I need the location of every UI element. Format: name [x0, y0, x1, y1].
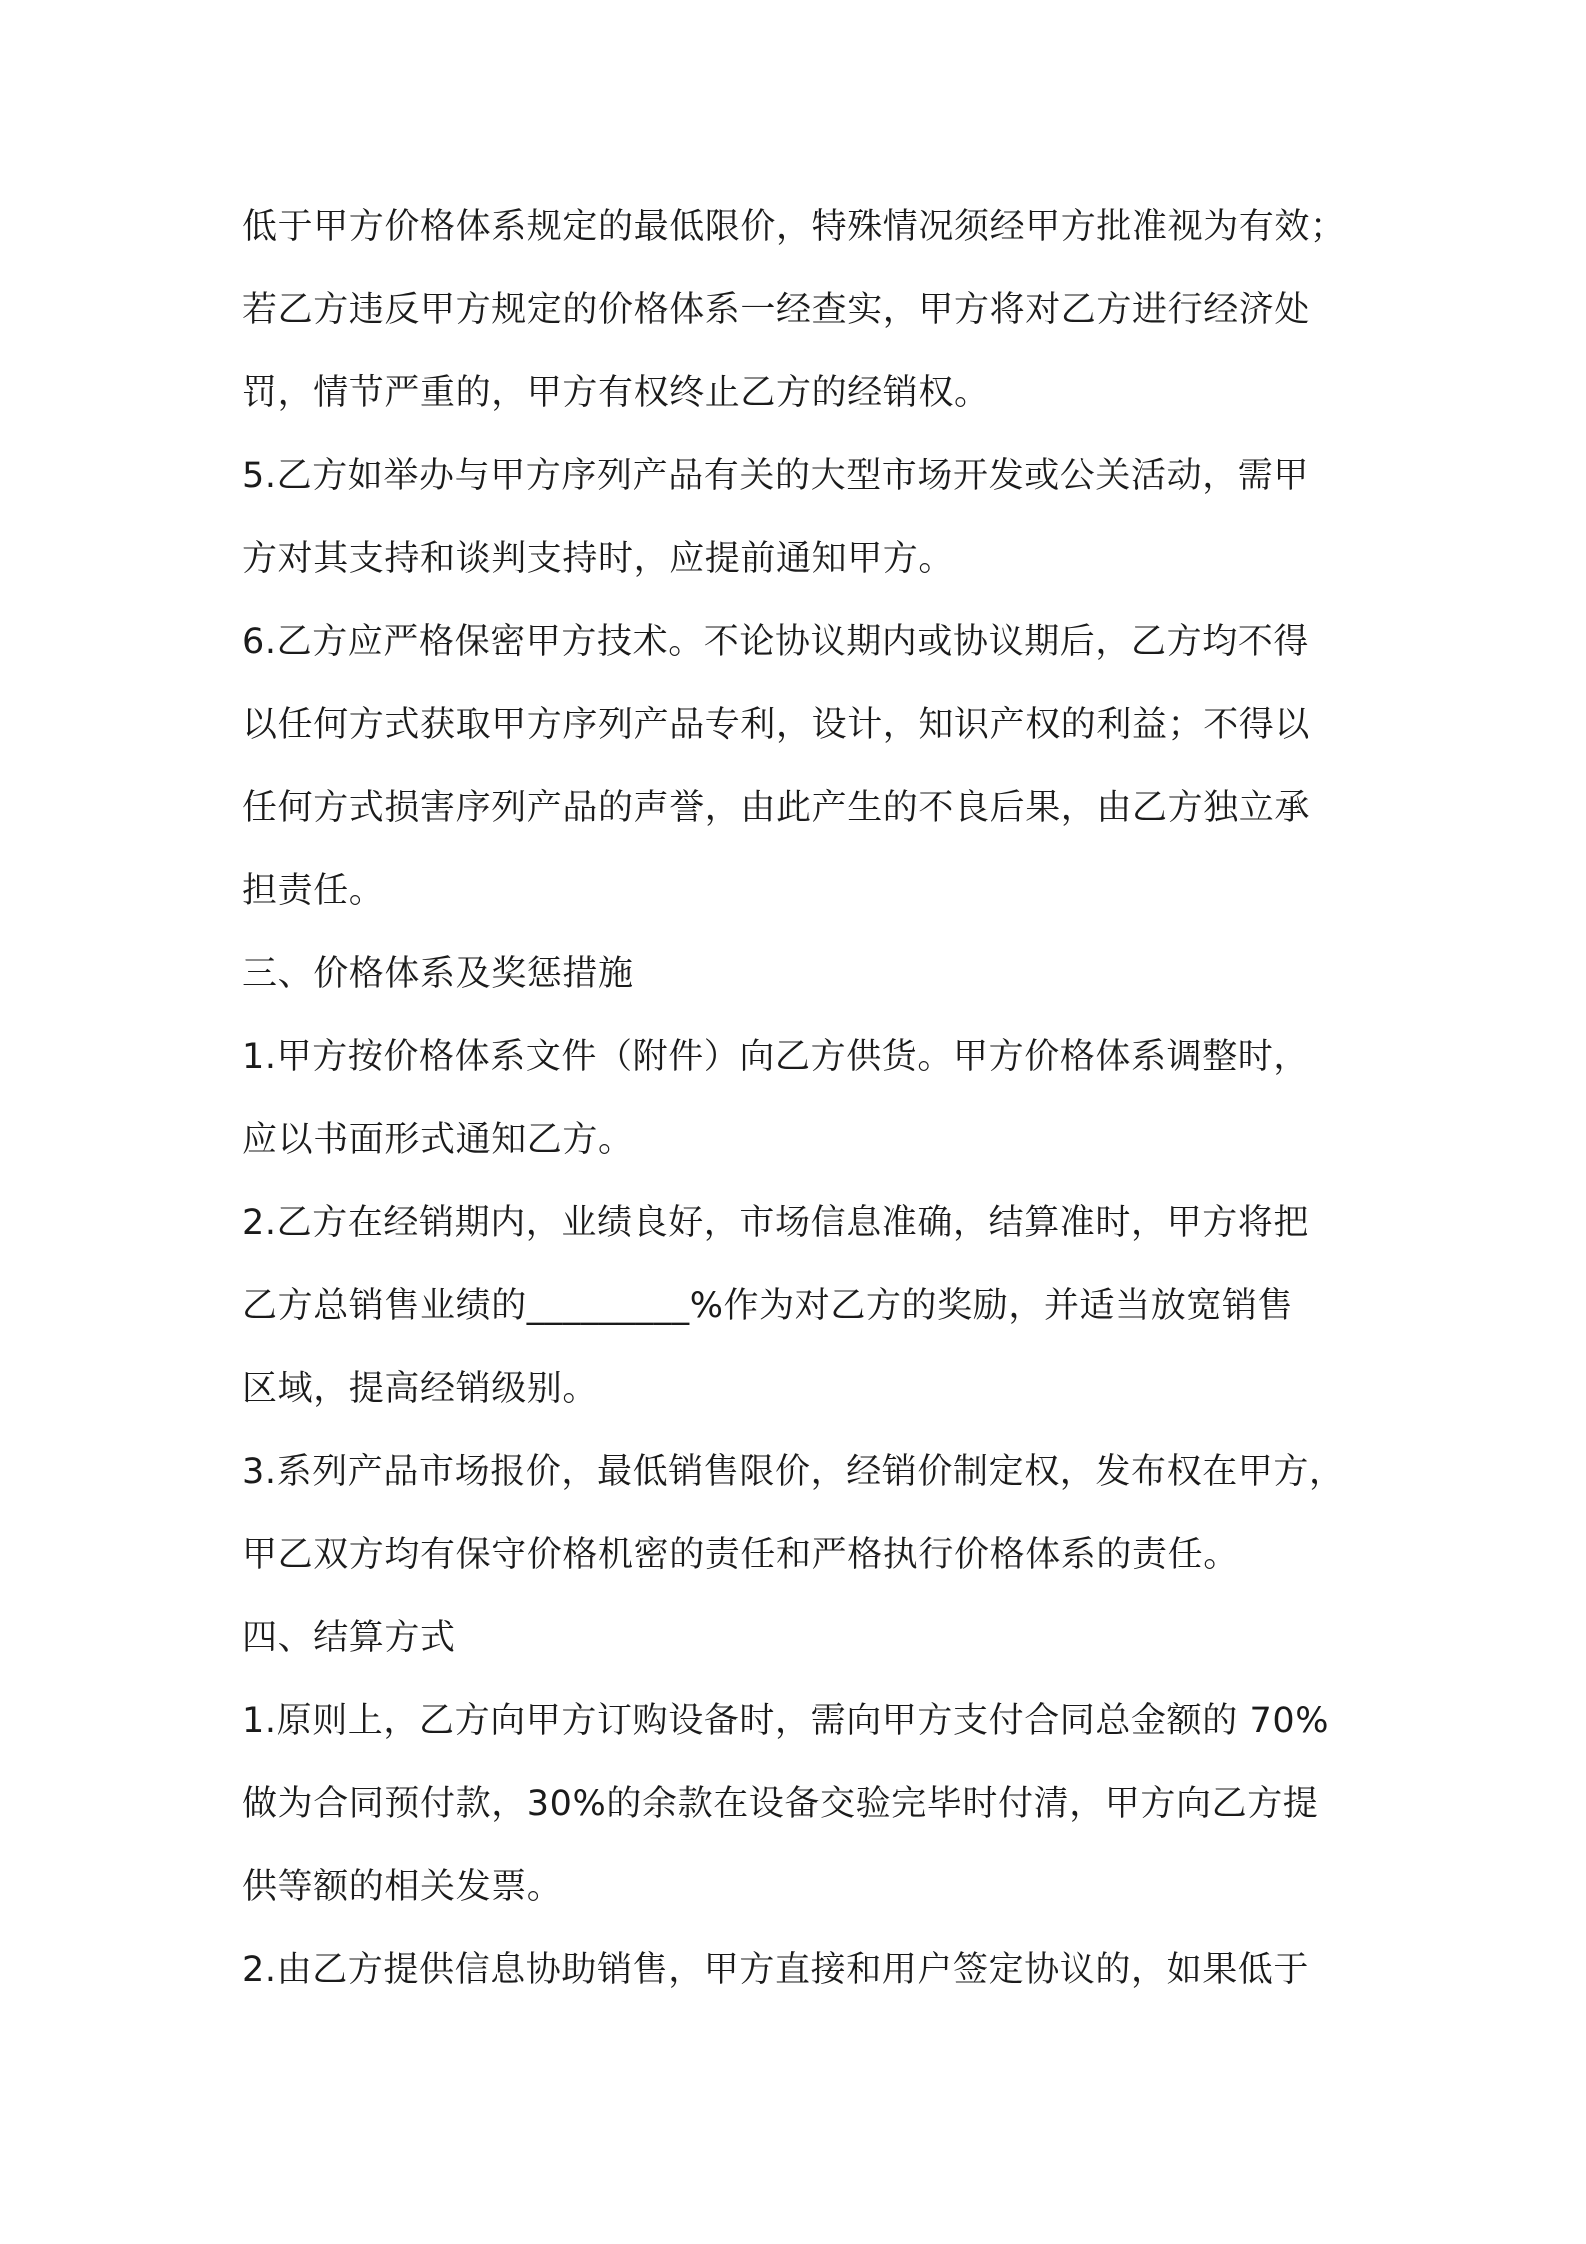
text-line: 方对其支持和谈判支持时，应提前通知甲方。	[242, 539, 955, 579]
text-line: 区域，提高经销级别。	[242, 1369, 599, 1409]
section-heading: 四、结算方式	[242, 1618, 456, 1658]
text-line: 乙方总销售业绩的_________%作为对乙方的奖励，并适当放宽销售	[242, 1286, 1294, 1326]
text-line: 低于甲方价格体系规定的最低限价，特殊情况须经甲方批准视为有效；	[242, 207, 1346, 247]
text-line: 甲乙双方均有保守价格机密的责任和严格执行价格体系的责任。	[242, 1535, 1239, 1575]
text-line: 罚，情节严重的，甲方有权终止乙方的经销权。	[242, 373, 990, 413]
text-line: 担责任。	[242, 871, 385, 911]
text-line: 1.原则上，乙方向甲方订购设备时，需向甲方支付合同总金额的 70%	[242, 1701, 1330, 1741]
text-line: 2.由乙方提供信息协助销售，甲方直接和用户签定协议的，如果低于	[242, 1950, 1309, 1990]
text-line: 3.系列产品市场报价，最低销售限价，经销价制定权，发布权在甲方，	[242, 1452, 1345, 1492]
document-body	[242, 186, 1362, 2012]
text-line: 做为合同预付款，30%的余款在设备交验完毕时付清，甲方向乙方提	[242, 1784, 1319, 1824]
section-heading: 三、价格体系及奖惩措施	[242, 954, 634, 994]
text-line: 任何方式损害序列产品的声誉，由此产生的不良后果，由乙方独立承	[242, 788, 1311, 828]
text-line: 5.乙方如举办与甲方序列产品有关的大型市场开发或公关活动，需甲	[242, 456, 1309, 496]
text-line: 2.乙方在经销期内，业绩良好，市场信息准确，结算准时，甲方将把	[242, 1203, 1309, 1243]
text-line: 6.乙方应严格保密甲方技术。不论协议期内或协议期后，乙方均不得	[242, 622, 1309, 662]
text-line: 若乙方违反甲方规定的价格体系一经查实，甲方将对乙方进行经济处	[242, 290, 1311, 330]
text-line: 1.甲方按价格体系文件（附件）向乙方供货。甲方价格体系调整时，	[242, 1037, 1309, 1077]
text-line: 供等额的相关发票。	[242, 1867, 563, 1907]
text-line: 应以书面形式通知乙方。	[242, 1120, 634, 1160]
text-line: 以任何方式获取甲方序列产品专利，设计，知识产权的利益；不得以	[242, 705, 1311, 745]
